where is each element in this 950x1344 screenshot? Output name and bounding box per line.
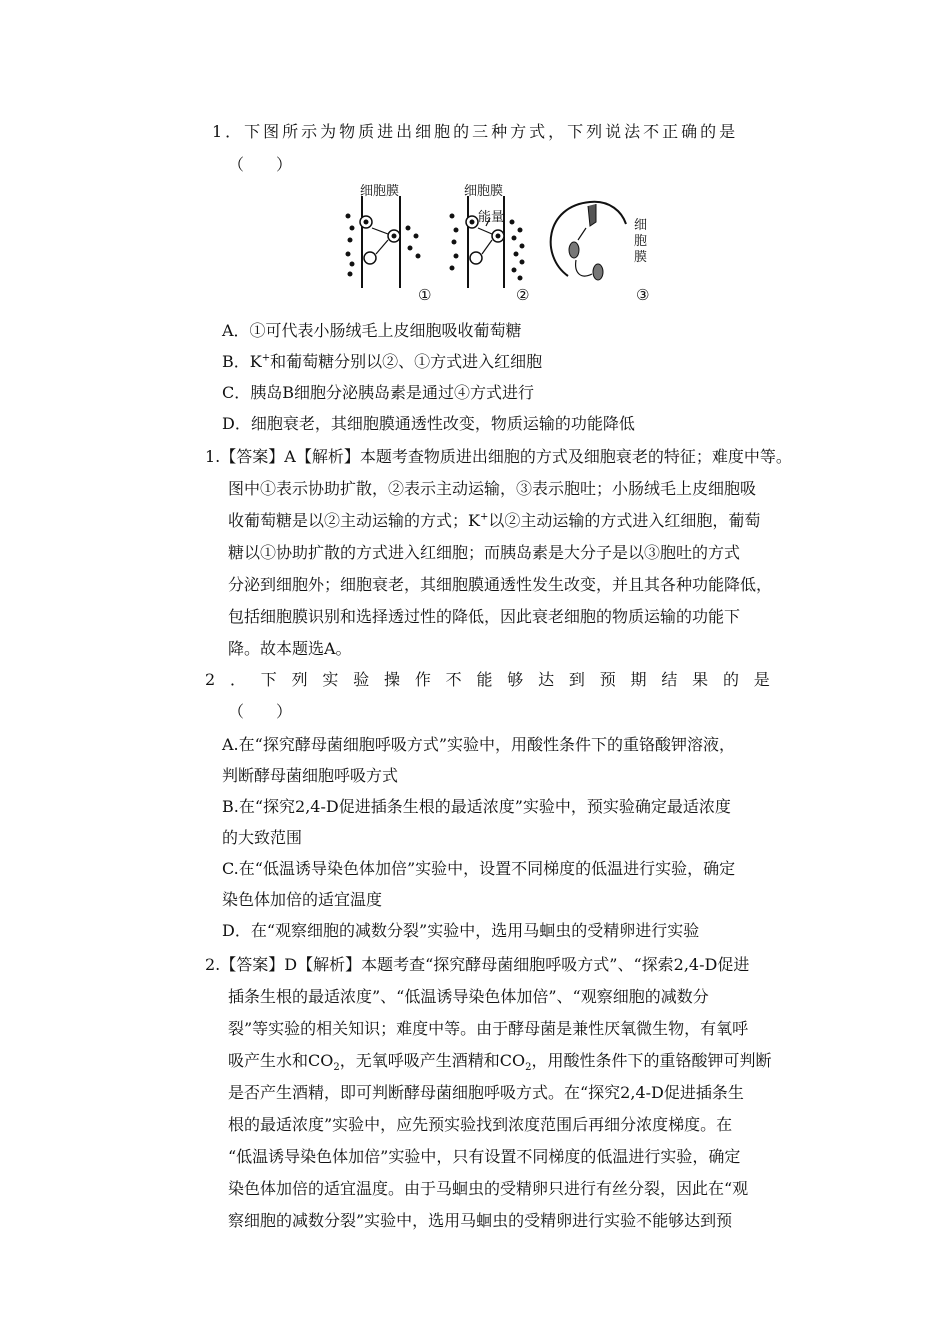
q2-answer-line: 裂”等实验的相关知识；难度中等。由于酵母菌是兼性厌氧微生物，有氧呼: [228, 1019, 749, 1038]
membrane-label-2: 细胞膜: [464, 184, 504, 199]
panel-num-1: ①: [418, 286, 432, 304]
panel-num-2: ②: [516, 286, 530, 304]
q2-answer-line: 吸产生水和$CO_2$，无氧呼吸产生酒精和$CO_2$，用酸性条件下的重铬酸钾可判断: [228, 1051, 772, 1074]
molecule: [392, 234, 397, 239]
panel-1: [346, 196, 421, 288]
panel-num-3: ③: [636, 286, 650, 304]
q2-option-c: C.在“低温诱导染色体加倍”实验中，设置不同梯度的低温进行实验，确定: [222, 859, 736, 878]
vesicle: [569, 242, 579, 258]
carrier-protein: [364, 252, 376, 264]
q2-answer-line: 根的最适浓度”实验中，应先预实验找到浓度范围后再细分浓度梯度。在: [228, 1115, 733, 1134]
q2-option-a: A.在“探究酵母菌细胞呼吸方式”实验中，用酸性条件下的重铬酸钾溶液，: [222, 735, 736, 754]
q1-stem-text: 1．下图所示为物质进出细胞的三种方式，下列说法不正确的是: [212, 122, 739, 141]
arrow: [372, 228, 388, 234]
q2-answer-line: 是否产生酒精，即可判断酵母菌细胞呼吸方式。在“探究2,4-D促进插条生: [228, 1083, 744, 1102]
q1-option-c: C．胰岛B细胞分泌胰岛素是通过④方式进行: [222, 383, 535, 402]
q1-stem: [212, 122, 770, 142]
q1-answer-line: 收葡萄糖是以②主动运输的方式；K+以②主动运输的方式进入红细胞，葡萄: [228, 511, 761, 530]
q1-answer-line: 分泌到细胞外；细胞衰老，其细胞膜通透性发生改变，并且其各种功能降低，: [228, 575, 773, 594]
q1-paren: （ ）: [228, 155, 293, 174]
q1-answer-line: 糖以①协助扩散的方式进入红细胞；而胰岛素是大分子是以③胞吐的方式: [228, 543, 741, 562]
q2-answer-line: “低温诱导染色体加倍”实验中，只有设置不同梯度的低温进行实验，确定: [228, 1147, 741, 1166]
q1-answer-line: 降。故本题选A。: [228, 639, 352, 658]
q2-answer-line: 察细胞的减数分裂”实验中，选用马蛔虫的受精卵进行实验不能够达到预: [228, 1211, 733, 1230]
q2-paren: （ ）: [228, 702, 293, 721]
q2-option-b-cont: 的大致范围: [222, 828, 303, 847]
q1-option-d: D．细胞衰老，其细胞膜通透性改变，物质运输的功能降低: [222, 414, 635, 433]
q2-option-b: B.在“探究2,4-D促进插条生根的最适浓度”实验中，预实验确定最适浓度: [222, 797, 731, 816]
side-label: 细 胞 膜: [634, 218, 648, 265]
membrane-label-1: 细胞膜: [360, 184, 400, 199]
q2-answer-line: 2.【答案】D【解析】本题考查“探究酵母菌细胞呼吸方式”、“探索2,4-D促进: [205, 955, 750, 974]
arrow: [376, 240, 388, 254]
q1-answer-line: 1.【答案】A【解析】本题考查物质进出细胞的方式及细胞衰老的特征；难度中等。: [205, 447, 792, 466]
carrier-protein: [470, 252, 482, 264]
transport-figure: [340, 176, 680, 306]
q2-option-d: D．在“观察细胞的减数分裂”实验中，选用马蛔虫的受精卵进行实验: [222, 921, 700, 940]
panel-3: [551, 202, 626, 280]
arrow: [576, 260, 592, 276]
q2-answer-line: 染色体加倍的适宜温度。由于马蛔虫的受精卵只进行有丝分裂，因此在“观: [228, 1179, 749, 1198]
molecule: [364, 220, 369, 225]
q1-option-a: A．①可代表小肠绒毛上皮细胞吸收葡萄糖: [222, 321, 522, 340]
q1-option-b: B．K+和葡萄糖分别以②、①方式进入红细胞: [222, 352, 543, 371]
vesicle-fusing: [588, 204, 596, 226]
q2-answer-line: 插条生根的最适浓度”、“低温诱导染色体加倍”、“观察细胞的减数分: [228, 987, 709, 1006]
q2-option-c-cont: 染色体加倍的适宜温度: [222, 890, 383, 909]
energy-label: 能量: [478, 210, 505, 225]
vesicle: [593, 264, 603, 280]
q2-option-a-cont: 判断酵母菌细胞呼吸方式: [222, 766, 399, 785]
q1-answer-line: 图中①表示协助扩散，②表示主动运输，③表示胞吐；小肠绒毛上皮细胞吸: [228, 479, 757, 498]
q1-answer-line: 包括细胞膜识别和选择透过性的降低，因此衰老细胞的物质运输的功能下: [228, 607, 741, 626]
q2-stem: 2 ． 下 列 实 验 操 作 不 能 够 达 到 预 期 结 果 的 是: [205, 670, 770, 689]
arrow: [578, 228, 586, 240]
